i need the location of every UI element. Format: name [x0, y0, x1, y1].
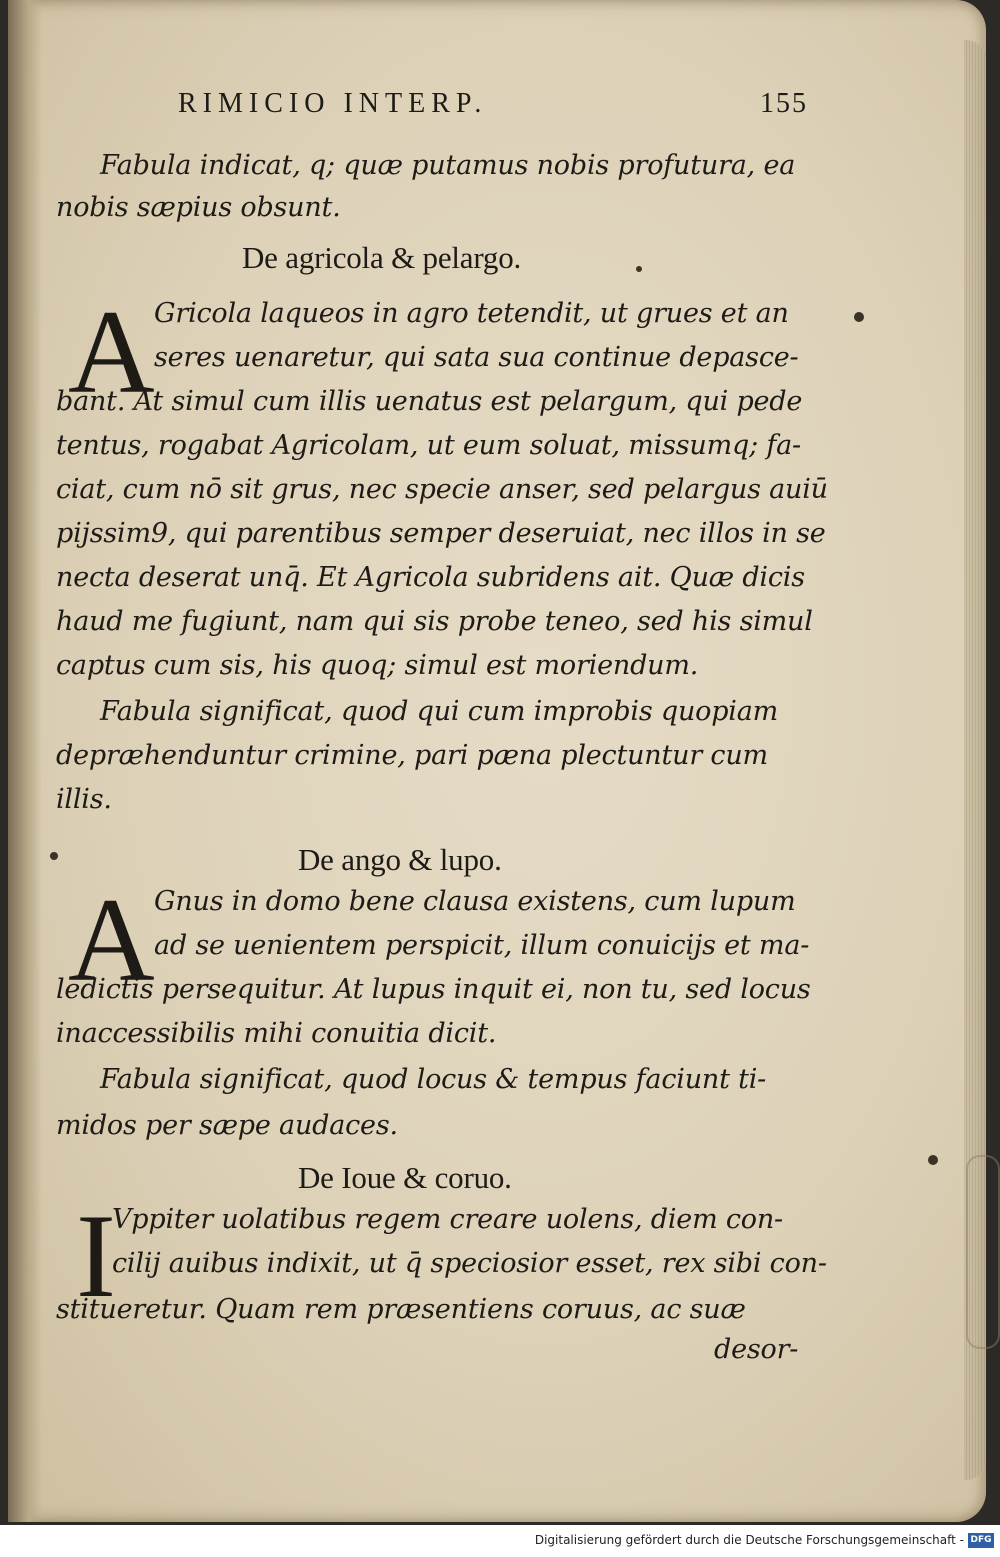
ink-spot — [854, 312, 864, 322]
text-line: nobis sæpius obsunt. — [56, 192, 341, 223]
ink-spot — [636, 266, 642, 272]
text-line: haud me fugiunt, nam qui sis probe teneo, sed his simul — [56, 606, 813, 637]
text-line: depræhenduntur crimine, pari pæna plectuntur cum — [56, 740, 768, 771]
text-line: Fabula significat, quod locus & tempus faciunt ti- — [100, 1064, 767, 1095]
fable-heading: De agricola & pelargo. — [242, 240, 522, 275]
text-line: illis. — [56, 784, 112, 815]
book-page — [8, 0, 986, 1522]
text-line: seres uenaretur, qui sata sua continue depasce- — [154, 342, 799, 373]
drop-capital: I — [76, 1189, 116, 1322]
fable-heading: De Ioue & coruo. — [298, 1160, 512, 1195]
ink-spot — [928, 1155, 938, 1165]
text-line: Fabula significat, quod qui cum improbis quopiam — [100, 696, 779, 727]
page-tab-mark — [966, 1155, 1000, 1349]
text-line: captus cum sis, his quoq; simul est moriendum. — [56, 650, 699, 681]
catchword: desor- — [714, 1334, 799, 1365]
text-line: pijssim9, qui parentibus semper deseruiat, nec illos in se — [56, 518, 826, 549]
page-number: 155 — [760, 88, 808, 119]
text-line: midos per sæpe audaces. — [56, 1110, 398, 1141]
text-line: stitueretur. Quam rem præsentiens coruus, ac suæ — [56, 1294, 746, 1325]
drop-capital: A — [68, 285, 155, 418]
funding-credit: Digitalisierung gefördert durch die Deutsche Forschungsgemeinschaft - — [534, 1533, 964, 1547]
text-line: ad se uenientem perspicit, illum conuicijs et ma- — [154, 930, 810, 961]
text-line: ledictis persequitur. At lupus inquit ei, non tu, sed locus — [56, 974, 811, 1005]
text-line: tentus, rogabat Agricolam, ut eum soluat, missumq; fa- — [56, 430, 801, 461]
running-head-title: RIMICIO INTERP. — [178, 88, 488, 119]
digitization-footer — [0, 1525, 1000, 1557]
fable-heading: De ango & lupo. — [298, 842, 502, 877]
running-head — [178, 88, 808, 128]
text-line: Gnus in domo bene clausa existens, cum lupum — [154, 886, 796, 917]
text-line: bant. At simul cum illis uenatus est pelargum, qui pede — [56, 386, 803, 417]
ink-spot — [50, 852, 58, 860]
text-line: cilij auibus indixit, ut q̄ speciosior esset, rex sibi con- — [112, 1248, 827, 1279]
dfg-logo: DFG — [968, 1533, 994, 1548]
drop-capital: A — [68, 873, 155, 1006]
text-line: Gricola laqueos in agro tetendit, ut grues et an — [154, 298, 789, 329]
text-line: inaccessibilis mihi conuitia dicit. — [56, 1018, 497, 1049]
page-gutter — [8, 0, 42, 1522]
text-line: Vppiter uolatibus regem creare uolens, diem con- — [112, 1204, 783, 1235]
text-line: Fabula indicat, q; quæ putamus nobis profutura, ea — [100, 150, 796, 181]
text-line: ciat, cum nō sit grus, nec specie anser, sed pelargus auiū — [56, 474, 828, 505]
text-line: necta deserat unq̄. Et Agricola subridens ait. Quæ dicis — [56, 562, 805, 593]
